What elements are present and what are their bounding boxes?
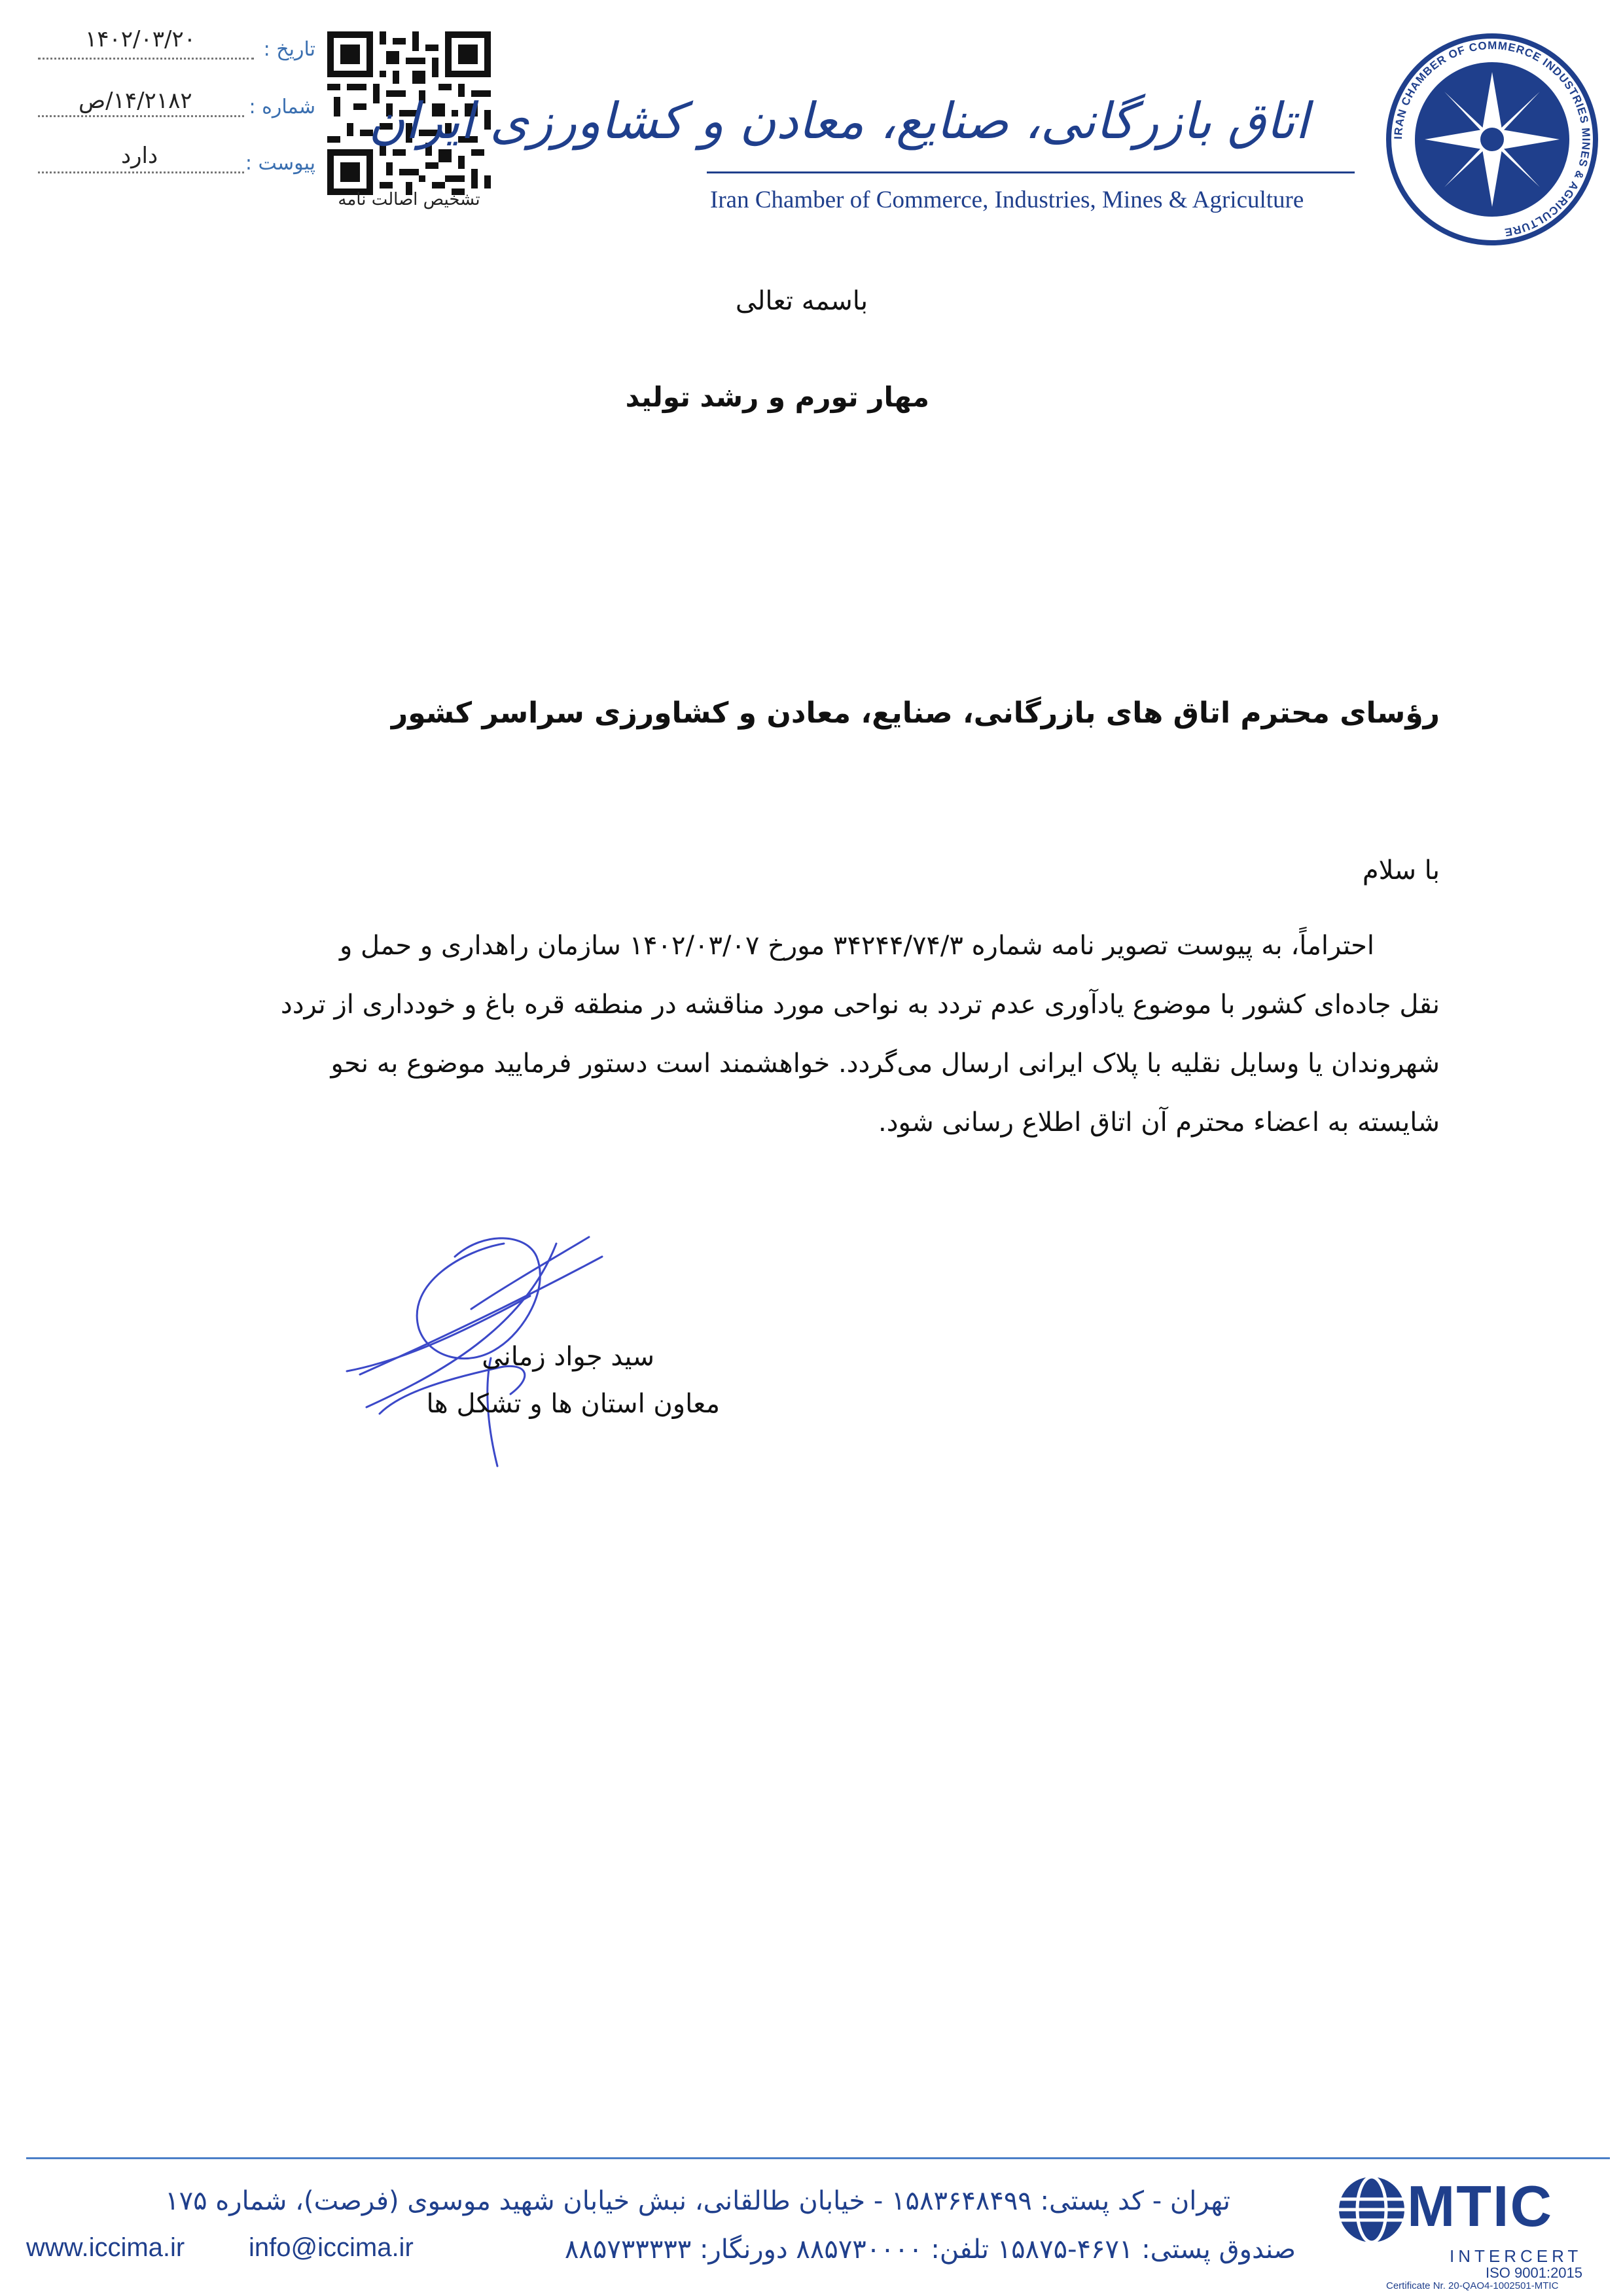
- body-line-4: شایسته به اعضاء محترم آن اتاق اطلاع رسانی شود.: [878, 1107, 1440, 1138]
- invocation: باسمه تعالی: [735, 286, 868, 316]
- body-line-3: شهروندان یا وسایل نقلیه با پلاک ایرانی ارسال می‌گردد. خواهشمند است دستور فرمایید موضوع به نحو: [330, 1049, 1440, 1079]
- addressee: رؤسای محترم اتاق های بازرگانی، صنایع، معادن و کشاورزی سراسر کشور: [391, 696, 1440, 730]
- globe-icon: [1335, 2173, 1408, 2246]
- logo-ring-text: IRAN CHAMBER OF COMMERCE INDUSTRIES MINES & AGRICULTURE: [1391, 39, 1593, 239]
- number-dots: [38, 115, 244, 117]
- footer-website[interactable]: www.iccima.ir: [26, 2233, 185, 2262]
- mtic-logo-text: MTIC: [1407, 2174, 1554, 2238]
- footer-address: تهران - کد پستی: ۱۵۸۳۶۴۸۴۹۹ - خیابان طالقانی، نبش خیابان شهید موسوی (فرصت)، شماره ۱۷۵: [165, 2186, 1230, 2216]
- cert-name: INTERCERT: [1450, 2246, 1582, 2266]
- header-rule: [707, 171, 1355, 173]
- attachment-value: دارد: [121, 143, 158, 169]
- qr-caption: تشخیص اصالت نامه: [338, 190, 480, 209]
- org-title-fa: اتاق بازرگانی، صنایع، معادن و کشاورزی ایران: [368, 92, 1309, 150]
- signer-name: سید جواد زمانی: [482, 1342, 654, 1372]
- cert-iso: ISO 9001:2015: [1486, 2265, 1583, 2281]
- org-title-en: Iran Chamber of Commerce, Industries, Mines & Agriculture: [710, 187, 1304, 213]
- number-label: شماره :: [249, 96, 315, 118]
- body-line-2: نقل جاده‌ای کشور با موضوع یادآوری عدم تردد به نواحی مورد مناقشه در منطقه قره باغ و خودداری از تردد: [280, 990, 1440, 1020]
- body-line-1: احتراماً، به پیوست تصویر نامه شماره ۳۴۲۴۴/۷۴/۳ مورخ ۱۴۰۲/۰۳/۰۷ سازمان راهداری و حمل و: [339, 931, 1374, 961]
- date-value: ۱۴۰۲/۰۳/۲۰: [85, 26, 196, 52]
- attachment-label: پیوست :: [245, 152, 315, 175]
- footer-email[interactable]: info@iccima.ir: [249, 2233, 414, 2262]
- date-label: تاریخ :: [263, 38, 315, 61]
- attachment-dots: [38, 171, 244, 173]
- cert-number: Certificate Nr. 20-QAO4-1002501-MTIC: [1386, 2280, 1559, 2291]
- footer-contact: صندوق پستی: ۴۶۷۱-۱۵۸۷۵ تلفن: ۸۸۵۷۳۰۰۰۰ دورنگار: ۸۸۵۷۳۳۳۳۳: [564, 2234, 1296, 2265]
- greeting: با سلام: [1362, 855, 1440, 886]
- signer-position: معاون استان ها و تشکل ها: [426, 1389, 720, 1419]
- subject: مهار تورم و رشد تولید: [625, 381, 929, 413]
- date-dots: [38, 58, 254, 60]
- number-value: ۱۴/۲۱۸۲/ص: [79, 88, 192, 114]
- chamber-logo-icon: [1384, 31, 1600, 247]
- footer-rule: [26, 2157, 1610, 2159]
